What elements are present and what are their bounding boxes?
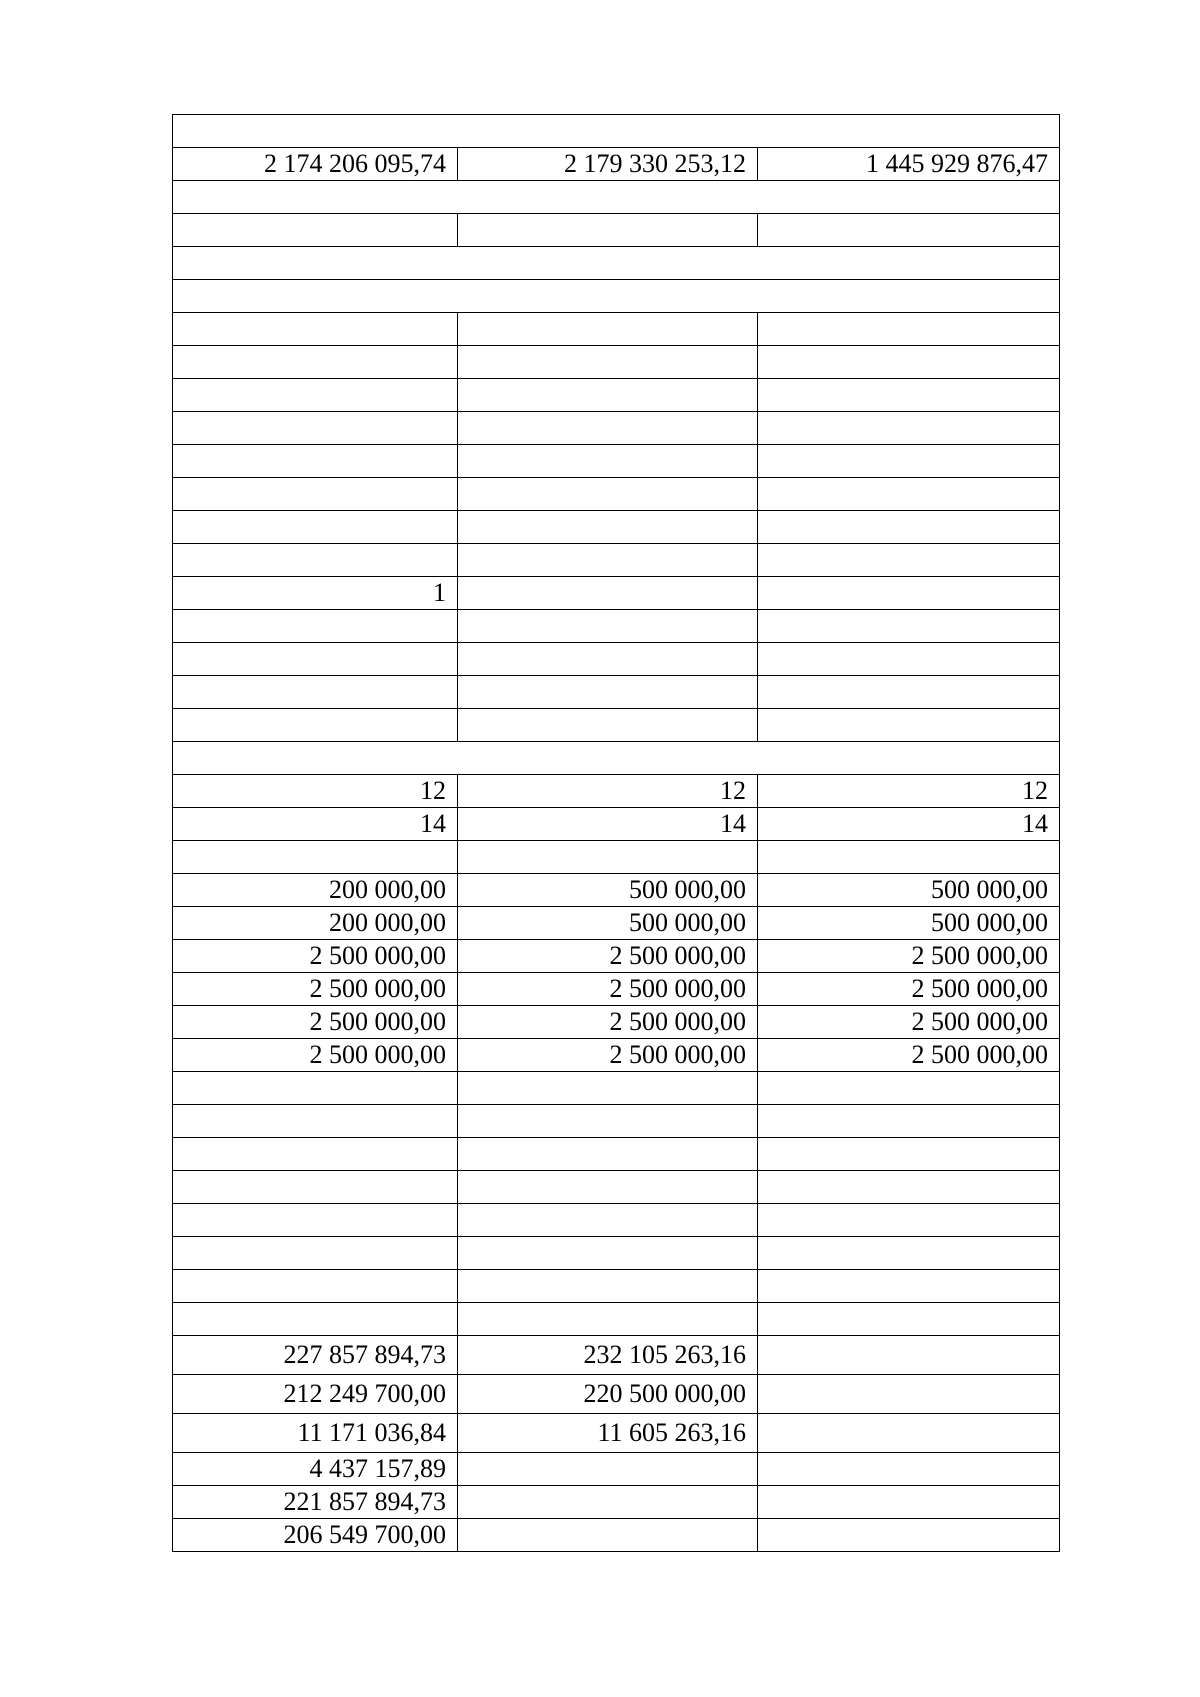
table-row	[173, 709, 1060, 742]
table-row	[173, 1138, 1060, 1171]
table-cell-col2: 2 179 330 253,12	[458, 148, 758, 181]
table-row	[173, 577, 1060, 610]
table-cell-col2	[458, 1138, 758, 1171]
table-cell-col1	[173, 1072, 458, 1105]
table-cell-col1	[173, 1204, 458, 1237]
table-cell-col3	[758, 1519, 1060, 1552]
table-row	[173, 841, 1060, 874]
table-cell-col2: 2 500 000,00	[458, 940, 758, 973]
table-cell-col3	[758, 346, 1060, 379]
budget-table	[172, 114, 1060, 1552]
table-row	[173, 1519, 1060, 1552]
table-cell-col1	[173, 445, 458, 478]
table-cell-col1	[173, 709, 458, 742]
table-row	[173, 1105, 1060, 1138]
table-cell-col3	[758, 1204, 1060, 1237]
table-cell-col2	[458, 1204, 758, 1237]
table-cell-col1: 2 500 000,00	[173, 973, 458, 1006]
table-cell-col2: 12	[458, 775, 758, 808]
table-cell-col2	[458, 313, 758, 346]
table-cell-col2: 14	[458, 808, 758, 841]
table-cell-col2	[458, 1519, 758, 1552]
table-row	[173, 379, 1060, 412]
table-cell-col2: 2 500 000,00	[458, 1039, 758, 1072]
table-cell-col2: 500 000,00	[458, 874, 758, 907]
table-cell-col1	[173, 379, 458, 412]
table-cell-col1: 221 857 894,73	[173, 1486, 458, 1519]
table-cell-col3	[758, 1270, 1060, 1303]
table-cell-col1: 200 000,00	[173, 907, 458, 940]
table-cell-col3: 12	[758, 775, 1060, 808]
table-cell-col2: 2 500 000,00	[458, 973, 758, 1006]
table-cell-col3	[758, 1237, 1060, 1270]
table-row	[173, 1072, 1060, 1105]
table-cell-col3	[758, 676, 1060, 709]
table-cell-col1: 14	[173, 808, 458, 841]
table-row	[173, 280, 1060, 313]
merged-cell	[173, 115, 1060, 148]
table-cell-col2	[458, 1171, 758, 1204]
table-row	[173, 676, 1060, 709]
table-row	[173, 643, 1060, 676]
table-cell-col2	[458, 1105, 758, 1138]
table-cell-col3	[758, 412, 1060, 445]
table-cell-col1	[173, 1303, 458, 1336]
table-row	[173, 940, 1060, 973]
table-cell-col3	[758, 313, 1060, 346]
table-cell-col2	[458, 412, 758, 445]
table-cell-col1	[173, 214, 458, 247]
table-cell-col2	[458, 1303, 758, 1336]
table-row	[173, 1006, 1060, 1039]
table-cell-col1: 206 549 700,00	[173, 1519, 458, 1552]
table-cell-col1	[173, 478, 458, 511]
table-cell-col3	[758, 577, 1060, 610]
merged-cell	[173, 742, 1060, 775]
table-cell-col3	[758, 214, 1060, 247]
table-row	[173, 1237, 1060, 1270]
table-cell-col3: 1 445 929 876,47	[758, 148, 1060, 181]
table-cell-col1	[173, 412, 458, 445]
table-row	[173, 808, 1060, 841]
table-cell-col3	[758, 1171, 1060, 1204]
table-row	[173, 907, 1060, 940]
table-cell-col3	[758, 1072, 1060, 1105]
table-cell-col1	[173, 313, 458, 346]
table-row	[173, 973, 1060, 1006]
table-cell-col2	[458, 676, 758, 709]
table-row	[173, 1336, 1060, 1375]
table-cell-col2	[458, 841, 758, 874]
table-cell-col1: 2 500 000,00	[173, 1039, 458, 1072]
merged-cell	[173, 181, 1060, 214]
table-cell-col1: 1	[173, 577, 458, 610]
table-cell-col2: 220 500 000,00	[458, 1375, 758, 1414]
table-row	[173, 511, 1060, 544]
table-row	[173, 445, 1060, 478]
table-cell-col1	[173, 1138, 458, 1171]
table-cell-col1: 227 857 894,73	[173, 1336, 458, 1375]
table-cell-col2	[458, 544, 758, 577]
table-cell-col3	[758, 379, 1060, 412]
merged-cell	[173, 247, 1060, 280]
table-cell-col2	[458, 643, 758, 676]
table-row	[173, 1171, 1060, 1204]
table-cell-col2: 500 000,00	[458, 907, 758, 940]
table-cell-col1	[173, 610, 458, 643]
table-cell-col2	[458, 1237, 758, 1270]
table-cell-col3	[758, 1105, 1060, 1138]
table-cell-col2: 2 500 000,00	[458, 1006, 758, 1039]
table-cell-col1	[173, 544, 458, 577]
table-cell-col1	[173, 676, 458, 709]
table-cell-col2	[458, 379, 758, 412]
table-row	[173, 544, 1060, 577]
table-cell-col2: 232 105 263,16	[458, 1336, 758, 1375]
table-cell-col1	[173, 1270, 458, 1303]
table-cell-col1	[173, 1171, 458, 1204]
table-row	[173, 775, 1060, 808]
table-cell-col3	[758, 841, 1060, 874]
table-row	[173, 1270, 1060, 1303]
table-cell-col3	[758, 544, 1060, 577]
table-row	[173, 610, 1060, 643]
table-cell-col2	[458, 511, 758, 544]
table-row	[173, 115, 1060, 148]
table-cell-col1	[173, 841, 458, 874]
table-row	[173, 742, 1060, 775]
table-cell-col3: 2 500 000,00	[758, 973, 1060, 1006]
table-cell-col2	[458, 1072, 758, 1105]
table-cell-col2	[458, 478, 758, 511]
table-cell-col1: 12	[173, 775, 458, 808]
table-row	[173, 1486, 1060, 1519]
table-cell-col3	[758, 1336, 1060, 1375]
table-cell-col1	[173, 643, 458, 676]
table-cell-col2: 11 605 263,16	[458, 1414, 758, 1453]
merged-cell	[173, 280, 1060, 313]
table-cell-col2	[458, 577, 758, 610]
table-cell-col1	[173, 511, 458, 544]
table-cell-col3: 2 500 000,00	[758, 1039, 1060, 1072]
table-cell-col2	[458, 1486, 758, 1519]
table-cell-col3	[758, 1486, 1060, 1519]
table-cell-col1	[173, 346, 458, 379]
table-cell-col2	[458, 1453, 758, 1486]
table-cell-col1: 11 171 036,84	[173, 1414, 458, 1453]
table-row	[173, 1039, 1060, 1072]
table-row	[173, 1375, 1060, 1414]
table-cell-col3: 2 500 000,00	[758, 1006, 1060, 1039]
table-cell-col2	[458, 214, 758, 247]
table-row	[173, 346, 1060, 379]
table-cell-col3	[758, 610, 1060, 643]
table-row	[173, 478, 1060, 511]
table-row	[173, 874, 1060, 907]
table-cell-col1	[173, 1105, 458, 1138]
table-cell-col3: 14	[758, 808, 1060, 841]
table-cell-col2	[458, 346, 758, 379]
table-cell-col1: 4 437 157,89	[173, 1453, 458, 1486]
table-row	[173, 214, 1060, 247]
table-cell-col1: 212 249 700,00	[173, 1375, 458, 1414]
table-cell-col3	[758, 511, 1060, 544]
table-row	[173, 313, 1060, 346]
table-row	[173, 148, 1060, 181]
table-cell-col2	[458, 610, 758, 643]
table-row	[173, 1453, 1060, 1486]
table-cell-col3: 500 000,00	[758, 874, 1060, 907]
table-cell-col1: 2 174 206 095,74	[173, 148, 458, 181]
table-row	[173, 412, 1060, 445]
table-cell-col2	[458, 445, 758, 478]
table-cell-col3: 500 000,00	[758, 907, 1060, 940]
table-cell-col3	[758, 478, 1060, 511]
table-cell-col1	[173, 1237, 458, 1270]
table-cell-col3: 2 500 000,00	[758, 940, 1060, 973]
table-cell-col1: 2 500 000,00	[173, 1006, 458, 1039]
table-row	[173, 1204, 1060, 1237]
table-cell-col3	[758, 1453, 1060, 1486]
table-cell-col3	[758, 445, 1060, 478]
table-cell-col3	[758, 709, 1060, 742]
table-cell-col1: 2 500 000,00	[173, 940, 458, 973]
table-row	[173, 1303, 1060, 1336]
table-body	[173, 115, 1060, 1552]
table-cell-col3	[758, 1375, 1060, 1414]
table-row	[173, 181, 1060, 214]
table-row	[173, 1414, 1060, 1453]
table-cell-col2	[458, 709, 758, 742]
table-cell-col3	[758, 1138, 1060, 1171]
table-cell-col2	[458, 1270, 758, 1303]
spreadsheet-page	[172, 114, 1059, 1552]
table-cell-col3	[758, 1303, 1060, 1336]
table-row	[173, 247, 1060, 280]
table-cell-col3	[758, 643, 1060, 676]
table-cell-col1: 200 000,00	[173, 874, 458, 907]
table-cell-col3	[758, 1414, 1060, 1453]
